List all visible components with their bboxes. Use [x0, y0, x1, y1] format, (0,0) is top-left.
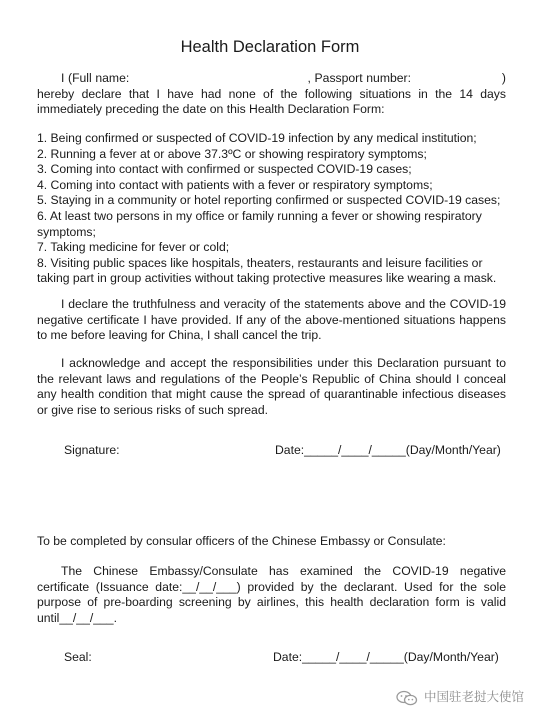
form-title: Health Declaration Form: [180, 38, 360, 56]
watermark: [396, 690, 524, 706]
watermark-text: 中国驻老挝大使馆: [423, 690, 524, 705]
consular-paragraph: The Chinese Embassy/Consulate has examined the COVID-19 negative certificate (Issuance date:__/__/___) provided by the declarant. Used for the sole purpose of pre-boarding screening by airlines, this health declaration form is valid until__/__/___.: [37, 564, 506, 625]
situation-list: [37, 131, 506, 287]
consular-heading: To be completed by consular officers of the Chinese Embassy or Consulate:: [37, 534, 446, 548]
list-item: 2. Running a fever at or above 37.3ºC or showing respiratory symptoms;: [37, 146, 427, 161]
list-item: 3. Coming into contact with confirmed or suspected COVID-19 cases;: [37, 162, 412, 177]
seal-date-field: Date:_____/____/_____(Day/Month/Year): [273, 650, 499, 664]
seal-label: Seal:: [64, 650, 92, 664]
wechat-icon: [396, 690, 418, 706]
responsibility-paragraph: I acknowledge and accept the responsibilities under this Declaration pursuant to the relevant laws and regulations of the People’s Republic of China should I conceal any health condition that might cause the spread of quarantinable infectious diseases or give rise to serious risks of such spread.: [37, 356, 506, 417]
signature-label: Signature:: [64, 443, 120, 457]
list-item: 8. Visiting public spaces like hospitals, theaters, restaurants and leisure facilities or taking part in group activities without taking protective measures like wearing a mask.: [37, 255, 497, 286]
intro-paragraph: I (Full name: , Passport number: ) hereby declare that I have had none of the following situations in the 14 days immediately preceding the date on this Health Declaration Form:: [37, 71, 506, 117]
list-item: 6. At least two persons in my office or family running a fever or showing respiratory symptoms;: [37, 208, 482, 239]
signature-date-field: Date:_____/____/_____(Day/Month/Year): [275, 443, 501, 457]
list-item: 4. Coming into contact with patients with a fever or respiratory symptoms;: [37, 177, 433, 192]
list-item: 1. Being confirmed or suspected of COVID-19 infection by any medical institution;: [37, 131, 477, 145]
list-item: 7. Taking medicine for fever or cold;: [37, 240, 230, 255]
list-item: 5. Staying in a community or hotel reporting confirmed or suspected COVID-19 cases;: [37, 193, 501, 208]
truthfulness-paragraph: I declare the truthfulness and veracity of the statements above and the COVID-19 negative certificate I have provided. If any of the above-mentioned situations happens to me before leaving for China, I shall cancel the trip.: [37, 297, 506, 343]
